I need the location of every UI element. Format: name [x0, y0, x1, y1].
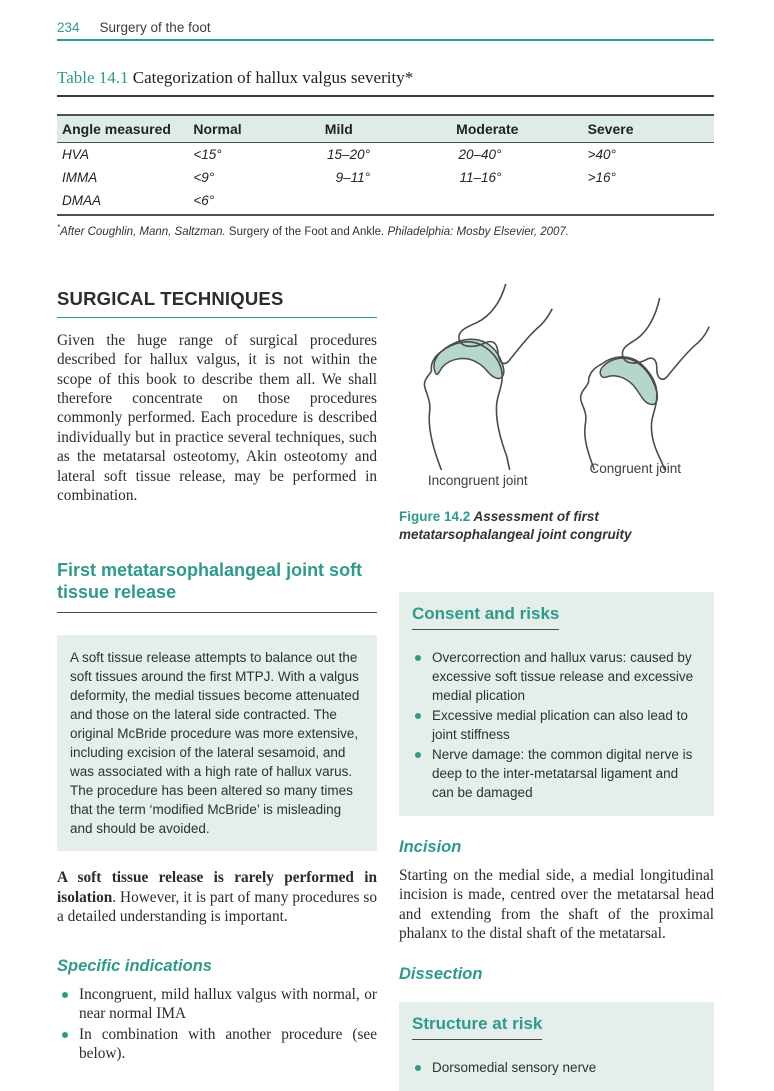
figure-14-2	[399, 282, 714, 488]
soft-tissue-release-infobox	[57, 635, 377, 851]
footnote-publisher: Philadelphia: Mosby Elsevier, 2007.	[387, 225, 570, 238]
two-column-area	[57, 280, 714, 1091]
cell-hva-moderate	[451, 143, 582, 167]
heading-specific-indications: Specific indications	[57, 956, 212, 975]
cell-dmaa-mild	[320, 189, 451, 215]
cartilage-shape	[434, 339, 504, 378]
book-page	[57, 0, 714, 1091]
surgical-techniques-paragraph: Given the huge range of surgical procedures described for hallux valgus, it is not within the scope of this book to describe them all. We shall therefore concentrate on those procedures commonly performed. Each procedure is described individually but in practice several techniques, such as the metatarsal osteotomy, Akin osteotomy and lateral soft tissue release, may be performed in combination.	[57, 331, 377, 505]
consent-and-risks-box	[399, 592, 714, 816]
consent-risks-list	[412, 648, 701, 802]
cell-imma-normal: <9°	[193, 170, 215, 185]
list-item: Dorsomedial sensory nerve	[412, 1058, 701, 1077]
incongruent-joint-figure	[399, 282, 557, 488]
specific-indications-list	[57, 985, 377, 1064]
cell-hva-severe: >40°	[587, 147, 616, 162]
subsection-heading-soft-tissue-release: First metatarsophalangeal joint soft tissue release	[57, 559, 377, 613]
col-mild: Mild	[320, 115, 451, 143]
footnote-marker: *	[57, 223, 61, 232]
list-item: Incongruent, mild hallux valgus with normal, or near normal IMA	[57, 985, 377, 1024]
cell-value: 9–11°	[335, 170, 370, 185]
running-title: Surgery of the foot	[99, 20, 211, 35]
cell-hva-mild	[320, 143, 451, 167]
cell-imma-mild	[320, 166, 451, 189]
cell-value: 11–16°	[459, 170, 502, 185]
severity-table	[57, 114, 714, 216]
structure-risk-list	[412, 1058, 701, 1077]
figure-caption	[399, 508, 714, 544]
table-title	[57, 68, 714, 97]
isolation-paragraph	[57, 868, 377, 926]
list-item: Nerve damage: the common digital nerve is deep to the inter-metatarsal ligament and can be damaged	[412, 745, 701, 802]
cell-imma-moderate	[451, 166, 582, 189]
col-angle: Angle measured	[57, 115, 188, 143]
col-normal: Normal	[188, 115, 319, 143]
severity-table-body	[57, 143, 714, 216]
table-label: Table 14.1	[57, 68, 129, 87]
figure-label-left: Incongruent joint	[427, 472, 528, 488]
heading-dissection: Dissection	[399, 965, 483, 984]
incision-paragraph: Starting on the medial side, a medial longitudinal incision is made, centred over the metatarsal head and extending from the shaft of the proximal phalanx to the distal shaft of the metatarsal.	[399, 866, 714, 943]
table-row	[57, 189, 714, 215]
cell-value: 20–40°	[458, 147, 502, 162]
table-footnote	[57, 223, 714, 238]
footnote-authors: After Coughlin, Mann, Saltzman.	[60, 225, 226, 238]
congruent-joint-figure	[557, 282, 715, 488]
consent-box-heading: Consent and risks	[412, 604, 559, 630]
cell-imma: IMMA	[62, 170, 98, 185]
list-item: Excessive medial plication can also lead to joint stiffness	[412, 706, 701, 744]
cell-dmaa-severe	[583, 189, 714, 215]
col-severe: Severe	[583, 115, 714, 143]
bold-lead-text: A soft tissue release is rarely performed in isolation	[57, 869, 377, 906]
severity-table-head	[57, 115, 714, 143]
running-head	[57, 0, 714, 41]
structure-at-risk-box	[399, 1002, 714, 1091]
list-item: Overcorrection and hallux varus: caused by excessive soft tissue release and excessive medial plication	[412, 648, 701, 705]
cell-hva-normal: <15°	[193, 147, 222, 162]
page-number: 234	[57, 20, 80, 35]
header-row	[57, 115, 714, 143]
figure-caption-text: Assessment of first metatarsophalangeal joint congruity	[399, 508, 632, 542]
incongruent-joint-drawing	[403, 282, 553, 470]
after-bold-text: . However, it is part of many procedures so a detailed understanding is important.	[57, 888, 377, 926]
congruent-joint-drawing	[560, 294, 710, 470]
structure-risk-heading: Structure at risk	[412, 1014, 542, 1040]
cartilage-shape	[601, 358, 658, 404]
section-heading-surgical-techniques: SURGICAL TECHNIQUES	[57, 288, 377, 318]
table-row	[57, 166, 714, 189]
figure-label-right: Congruent joint	[589, 460, 682, 476]
cell-hva: HVA	[62, 147, 90, 162]
figure-caption-label: Figure 14.2	[399, 508, 471, 524]
cell-imma-severe: >16°	[587, 170, 616, 185]
cell-value: 15–20°	[327, 147, 370, 162]
list-item: In combination with another procedure (see below).	[57, 1025, 377, 1064]
footnote-book-title: Surgery of the Foot and Ankle.	[225, 225, 388, 238]
heading-incision: Incision	[399, 837, 462, 856]
table-row	[57, 143, 714, 167]
infobox-text: A soft tissue release attempts to balance out the soft tissues around the first MTPJ. With a valgus deformity, the medial tissues become attenuated and those on the lateral side contracted. The original McBride procedure was more extensive, including excision of the lateral sesamoid, and was associated with a high rate of hallux varus. The procedure has been altered so many times that the term ‘modified McBride’ is misleading and should be avoided.	[70, 650, 360, 837]
right-column	[399, 280, 714, 1091]
table-title-text: Categorization of hallux valgus severity*	[128, 68, 414, 87]
col-moderate: Moderate	[451, 115, 582, 143]
left-column	[57, 280, 377, 1091]
cell-dmaa-normal: <6°	[188, 189, 319, 215]
cell-dmaa: DMAA	[57, 189, 188, 215]
cell-dmaa-moderate	[451, 189, 582, 215]
